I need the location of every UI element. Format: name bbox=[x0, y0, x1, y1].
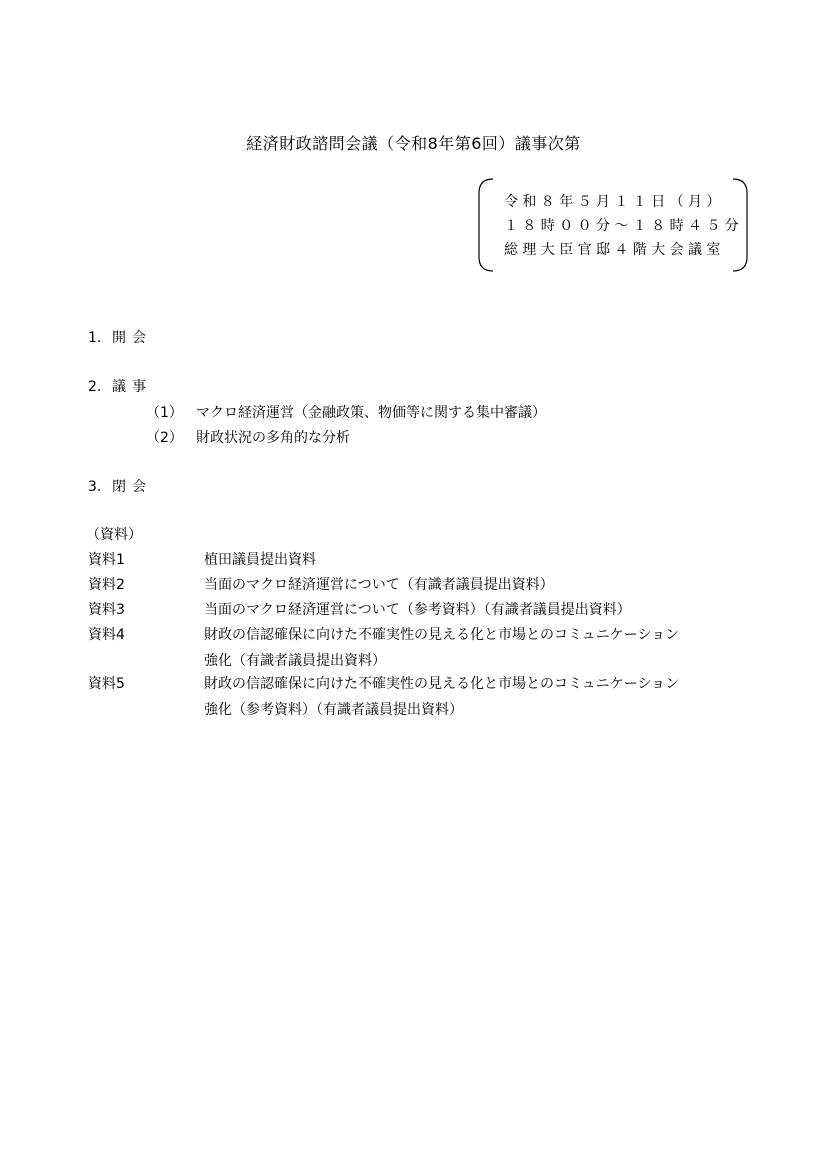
page-title: 経済財政諮問会議（令和8年第6回）議事次第 bbox=[246, 134, 581, 153]
material-label: 資料5 bbox=[88, 676, 125, 692]
agenda-number: 2. bbox=[88, 379, 102, 395]
agenda-label: 閉会 bbox=[112, 479, 152, 495]
agenda-label: 議事 bbox=[112, 379, 152, 395]
materials-heading: （資料） bbox=[86, 527, 142, 543]
material-title-continued: 強化（有識者議員提出資料） bbox=[204, 653, 386, 669]
agenda-number: 3. bbox=[88, 479, 102, 495]
meeting-time: １８時００分～１８時４５分 bbox=[504, 218, 744, 234]
agenda-item-close bbox=[88, 477, 152, 497]
meeting-date: 令和８年５月１１日（月） bbox=[504, 194, 725, 210]
agenda-number: 1. bbox=[88, 330, 102, 346]
material-label: 資料4 bbox=[88, 627, 125, 643]
subitem-number: （2） bbox=[146, 430, 183, 446]
material-title: 財政の信認確保に向けた不確実性の見える化と市場とのコミュニケーション bbox=[204, 676, 680, 692]
material-title: 当面のマクロ経済運営について（参考資料）（有識者議員提出資料） bbox=[204, 602, 631, 618]
subitem-text: 財政状況の多角的な分析 bbox=[196, 430, 350, 446]
material-title-continued: 強化（参考資料）（有識者議員提出資料） bbox=[204, 702, 463, 718]
agenda-label: 開会 bbox=[112, 330, 152, 346]
meeting-info-box bbox=[477, 178, 749, 272]
agenda-item-open bbox=[88, 328, 152, 348]
subitem-text: マクロ経済運営（金融政策、物価等に関する集中審議） bbox=[196, 405, 546, 421]
material-label: 資料2 bbox=[88, 577, 125, 593]
material-title: 当面のマクロ経済運営について（有識者議員提出資料） bbox=[204, 577, 554, 593]
material-label: 資料3 bbox=[88, 602, 125, 618]
material-title: 植田議員提出資料 bbox=[204, 552, 316, 568]
material-title: 財政の信認確保に向けた不確実性の見える化と市場とのコミュニケーション bbox=[204, 627, 680, 643]
agenda-item-proceedings bbox=[88, 377, 152, 397]
material-label: 資料1 bbox=[88, 552, 125, 568]
meeting-place: 総理大臣官邸４階大会議室 bbox=[504, 242, 725, 258]
subitem-number: （1） bbox=[146, 405, 183, 421]
